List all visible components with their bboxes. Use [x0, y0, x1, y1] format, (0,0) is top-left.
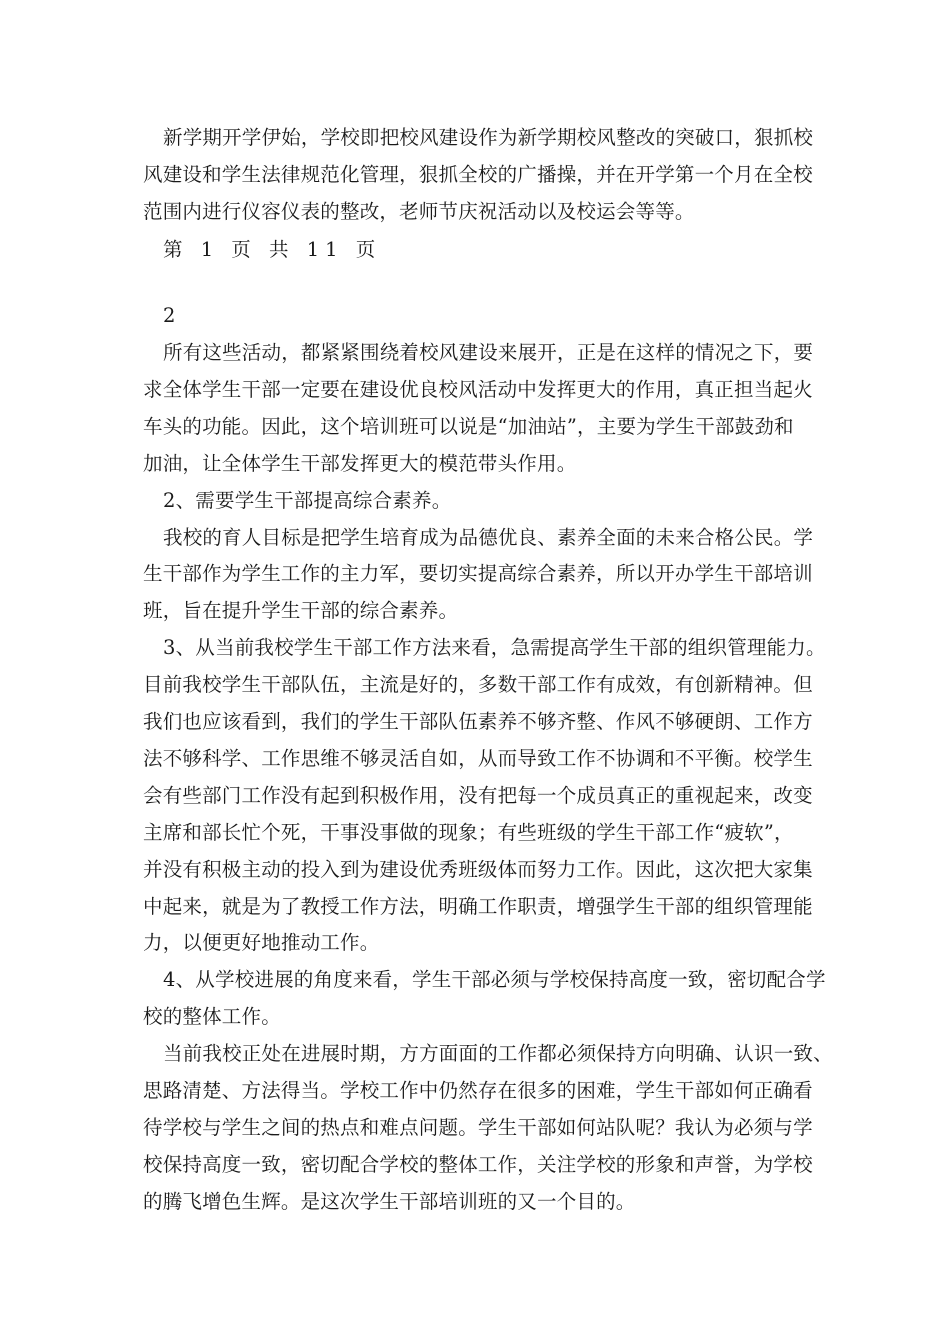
text-line: 我们也应该看到，我们的学生干部队伍素养不够齐整、作风不够硬朗、工作方	[143, 710, 813, 733]
text-line: 中起来，就是为了教授工作方法，明确工作职责，增强学生干部的组织管理能	[143, 895, 813, 918]
text-line: 校保持高度一致，密切配合学校的整体工作，关注学校的形象和声誉，为学校	[143, 1153, 813, 1176]
text-line: 会有些部门工作没有起到积极作用，没有把每一个成员真正的重视起来，改变	[143, 784, 813, 807]
text-line: 我校的育人目标是把学生培育成为品德优良、素养全面的未来合格公民。学	[163, 526, 814, 549]
page-number: 2	[163, 304, 176, 327]
text-line: 力，以便更好地推动工作。	[143, 931, 380, 954]
text-line: 新学期开学伊始，学校即把校风建设作为新学期校风整改的突破口，狠抓校	[163, 126, 814, 149]
text-line: 待学校与学生之间的热点和难点问题。学生干部如何站队呢？我认为必须与学	[143, 1116, 813, 1139]
text-line: 所有这些活动，都紧紧围绕着校风建设来展开，正是在这样的情况之下，要	[163, 341, 814, 364]
text-line: 3、从当前我校学生干部工作方法来看，急需提高学生干部的组织管理能力。	[163, 636, 826, 659]
text-line: 生干部作为学生工作的主力军，要切实提高综合素养，所以开办学生干部培训	[143, 562, 813, 585]
text-line: 主席和部长忙个死，干事没事做的现象；有些班级的学生干部工作“疲软”，	[143, 821, 794, 844]
text-line: 校的整体工作。	[143, 1005, 281, 1028]
text-line: 2、需要学生干部提高综合素养。	[163, 489, 452, 512]
text-line: 法不够科学、工作思维不够灵活自如，从而导致工作不协调和不平衡。校学生	[143, 747, 813, 770]
text-line: 的腾飞增色生辉。是这次学生干部培训班的又一个目的。	[143, 1190, 636, 1213]
text-line: 求全体学生干部一定要在建设优良校风活动中发挥更大的作用，真正担当起火	[143, 378, 813, 401]
text-line: 并没有积极主动的投入到为建设优秀班级体而努力工作。因此，这次把大家集	[143, 858, 813, 881]
text-line: 当前我校正处在进展时期，方方面面的工作都必须保持方向明确、认识一致、	[163, 1042, 833, 1065]
text-line: 目前我校学生干部队伍，主流是好的，多数干部工作有成效，有创新精神。但	[143, 673, 813, 696]
page-footer: 第 1 页 共 11 页	[163, 238, 382, 261]
text-line: 风建设和学生法律规范化管理，狠抓全校的广播操，并在开学第一个月在全校	[143, 163, 813, 186]
text-line: 4、从学校进展的角度来看，学生干部必须与学校保持高度一致，密切配合学	[163, 968, 826, 991]
text-line: 车头的功能。因此，这个培训班可以说是“加油站”，主要为学生干部鼓劲和	[143, 415, 794, 438]
text-line: 加油，让全体学生干部发挥更大的模范带头作用。	[143, 452, 577, 475]
text-line: 思路清楚、方法得当。学校工作中仍然存在很多的困难，学生干部如何正确看	[143, 1079, 813, 1102]
text-line: 班，旨在提升学生干部的综合素养。	[143, 599, 459, 622]
text-line: 范围内进行仪容仪表的整改，老师节庆祝活动以及校运会等等。	[143, 200, 695, 223]
